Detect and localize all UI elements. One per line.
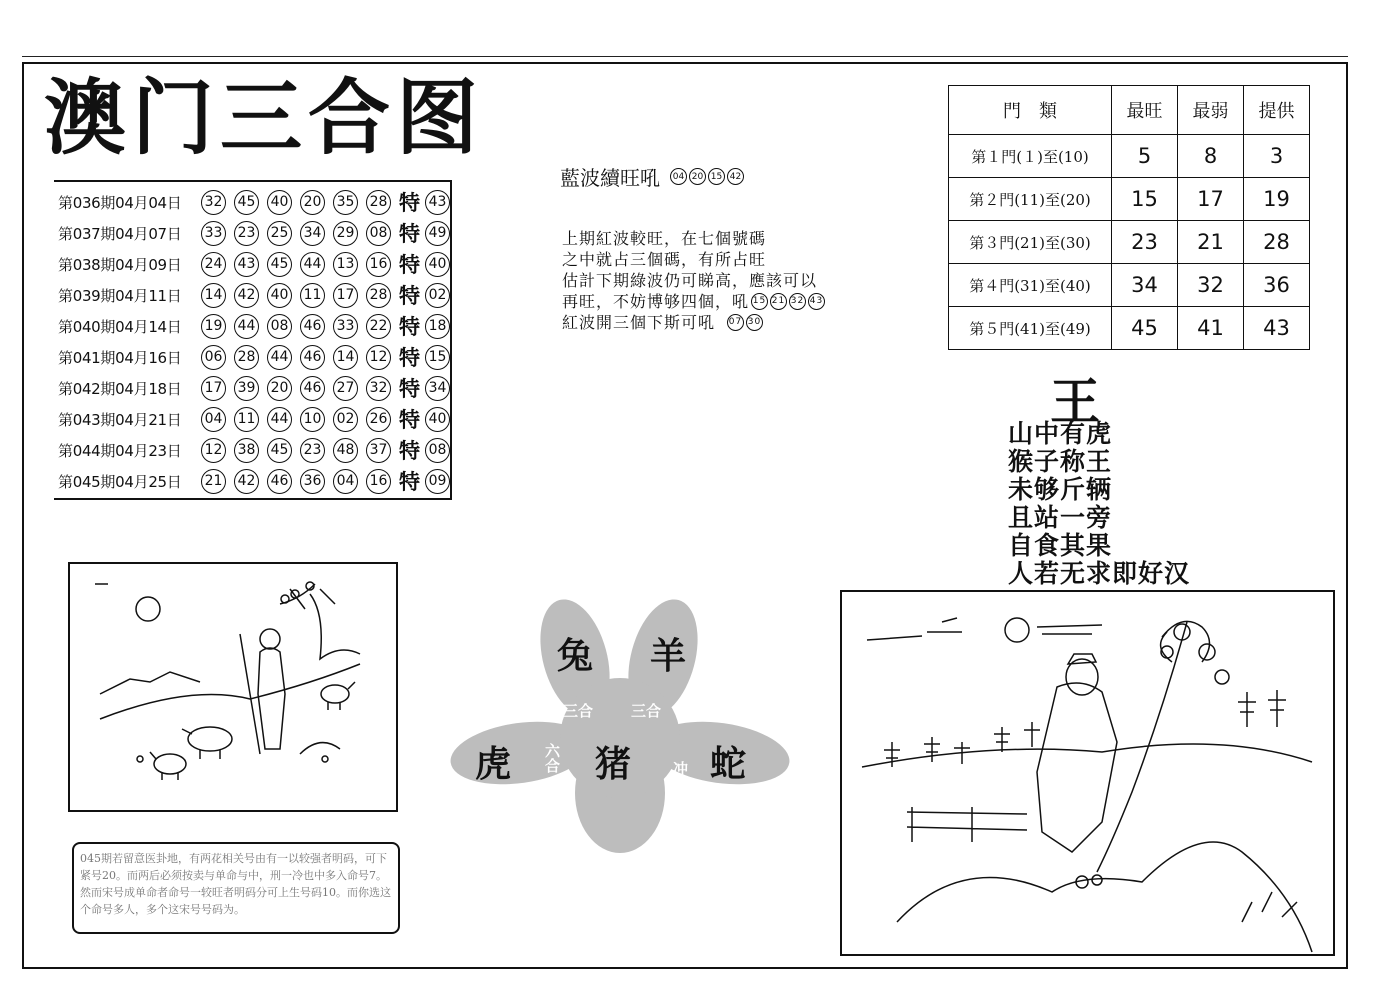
number-ball: 27 [333, 376, 358, 401]
faded-note: 045期若留意医卦地，有两花相关号由有一以较强者明码，可下紧号20。而两后必须按卖与单命与中，刑一冷也中多入命号7。然而宋号成单命者命号一较旺者明码分可上生号码10。而你选这个命号多人，多个这宋号号码为。 [72, 842, 400, 934]
commentary [562, 228, 825, 333]
draw-row [58, 374, 450, 402]
special-number-ball: 40 [425, 252, 450, 277]
draw-row [58, 219, 450, 247]
number-ball: 08 [267, 314, 292, 339]
poem-title: 王 [1050, 372, 1100, 431]
special-mark: 特 [399, 315, 420, 339]
number-ball: 42 [234, 469, 259, 494]
range-hot: 34 [1112, 264, 1178, 307]
special-mark: 特 [399, 284, 420, 308]
number-ball: 20 [300, 190, 325, 215]
number-ball: 30 [746, 314, 763, 331]
zodiac-goat: 羊 [650, 635, 687, 677]
shepherd-illustration [68, 562, 398, 812]
number-ball: 48 [333, 438, 358, 463]
number-ball: 17 [333, 283, 358, 308]
special-number-ball: 02 [425, 283, 450, 308]
range-row [949, 307, 1310, 350]
label-sanhe-left: 三合 [563, 702, 594, 720]
number-ball: 08 [366, 221, 391, 246]
number-ball: 15 [751, 293, 768, 310]
header-offer: 提供 [1244, 86, 1310, 135]
number-ball: 04 [201, 407, 226, 432]
commentary-line [562, 312, 825, 333]
number-ball: 42 [727, 168, 744, 185]
poem-line: 自食其果 [1008, 531, 1113, 560]
range-table [948, 85, 1310, 350]
special-mark: 特 [399, 346, 420, 370]
number-ball: 23 [300, 438, 325, 463]
number-ball: 33 [201, 221, 226, 246]
number-ball: 45 [234, 190, 259, 215]
number-ball: 44 [234, 314, 259, 339]
scholar-illustration [840, 590, 1335, 956]
special-number-ball: 08 [425, 438, 450, 463]
draw-history-panel [54, 180, 452, 500]
number-ball: 23 [234, 221, 259, 246]
draw-label: 第044期04月23日 [58, 441, 182, 460]
range-category: 第３門(21)至(30) [949, 221, 1112, 264]
number-ball: 44 [267, 345, 292, 370]
commentary-line [562, 228, 825, 249]
special-number-ball: 15 [425, 345, 450, 370]
commentary-text: 上期紅波較旺，在七個號碼 [562, 229, 767, 248]
number-ball: 38 [234, 438, 259, 463]
number-ball: 11 [234, 407, 259, 432]
poem-line: 猴子称王 [1008, 447, 1113, 476]
commentary-text: 估計下期綠波仍可睇高，應該可以 [562, 271, 818, 290]
poem-line: 未够斤辆 [1008, 475, 1113, 504]
range-hot: 23 [1112, 221, 1178, 264]
number-ball: 24 [201, 252, 226, 277]
draw-label: 第039期04月11日 [58, 286, 182, 305]
number-ball: 39 [234, 376, 259, 401]
poem [1008, 420, 1190, 588]
number-ball: 37 [366, 438, 391, 463]
range-row [949, 178, 1310, 221]
range-category: 第４門(31)至(40) [949, 264, 1112, 307]
zodiac-rabbit: 兔 [557, 635, 594, 677]
commentary-line [562, 249, 825, 270]
number-ball: 25 [267, 221, 292, 246]
range-offer: 43 [1244, 307, 1310, 350]
draw-label: 第038期04月09日 [58, 255, 182, 274]
number-ball: 42 [234, 283, 259, 308]
range-category: 第１門(１)至(10) [949, 135, 1112, 178]
number-ball: 17 [201, 376, 226, 401]
number-ball: 14 [201, 283, 226, 308]
range-row [949, 135, 1310, 178]
number-ball: 20 [267, 376, 292, 401]
range-weak: 32 [1178, 264, 1244, 307]
number-ball: 15 [708, 168, 725, 185]
commentary-text: 紅波開三個下斯可吼 [562, 313, 716, 332]
number-ball: 29 [333, 221, 358, 246]
number-ball: 44 [267, 407, 292, 432]
number-ball: 04 [333, 469, 358, 494]
number-ball: 36 [300, 469, 325, 494]
number-ball: 21 [770, 293, 787, 310]
zodiac-flower [445, 598, 795, 856]
number-ball: 28 [366, 283, 391, 308]
range-offer: 19 [1244, 178, 1310, 221]
number-ball: 14 [333, 345, 358, 370]
range-hot: 5 [1112, 135, 1178, 178]
number-ball: 40 [267, 190, 292, 215]
draw-row [58, 312, 450, 340]
range-table-header [949, 86, 1310, 135]
number-ball: 13 [333, 252, 358, 277]
number-ball: 46 [267, 469, 292, 494]
special-mark: 特 [399, 408, 420, 432]
number-ball: 32 [366, 376, 391, 401]
commentary-text: 之中就占三個碼，有所占旺 [562, 250, 767, 269]
label-sanhe-right: 三合 [631, 702, 662, 720]
hot-wave-heading [560, 162, 744, 191]
number-ball: 34 [300, 221, 325, 246]
draw-row [58, 250, 450, 278]
number-ball: 06 [201, 345, 226, 370]
number-ball: 16 [366, 252, 391, 277]
number-ball: 28 [234, 345, 259, 370]
draw-row [58, 281, 450, 309]
number-ball: 35 [333, 190, 358, 215]
range-hot: 45 [1112, 307, 1178, 350]
range-offer: 3 [1244, 135, 1310, 178]
draw-label: 第041期04月16日 [58, 348, 182, 367]
number-ball: 26 [366, 407, 391, 432]
draw-row [58, 343, 450, 371]
poem-line: 且站一旁 [1008, 503, 1113, 532]
range-row [949, 221, 1310, 264]
draw-label: 第040期04月14日 [58, 317, 182, 336]
number-ball: 21 [201, 469, 226, 494]
draw-label: 第042期04月18日 [58, 379, 182, 398]
number-ball: 33 [333, 314, 358, 339]
commentary-line [562, 291, 825, 312]
poem-line: 人若无求即好汉 [1008, 559, 1191, 588]
range-weak: 8 [1178, 135, 1244, 178]
draw-label: 第036期04月04日 [58, 193, 182, 212]
label-chong: 冲 [673, 760, 689, 778]
poem-line: 山中有虎 [1008, 419, 1113, 448]
special-number-ball: 18 [425, 314, 450, 339]
number-ball: 46 [300, 376, 325, 401]
number-ball: 07 [727, 314, 744, 331]
number-ball: 12 [366, 345, 391, 370]
range-category: 第５門(41)至(49) [949, 307, 1112, 350]
range-weak: 17 [1178, 178, 1244, 221]
zodiac-tiger: 虎 [475, 743, 512, 785]
special-mark: 特 [399, 253, 420, 277]
zodiac-snake: 蛇 [710, 743, 747, 785]
header-weak: 最弱 [1178, 86, 1244, 135]
special-number-ball: 49 [425, 221, 450, 246]
hot-wave-text: 藍波續旺吼 [560, 166, 660, 190]
header-category: 門 類 [949, 86, 1112, 135]
special-number-ball: 34 [425, 376, 450, 401]
draw-row [58, 405, 450, 433]
number-ball: 43 [808, 293, 825, 310]
number-ball: 45 [267, 438, 292, 463]
range-weak: 21 [1178, 221, 1244, 264]
number-ball: 12 [201, 438, 226, 463]
special-number-ball: 09 [425, 469, 450, 494]
range-hot: 15 [1112, 178, 1178, 221]
zodiac-pig: 猪 [595, 743, 632, 785]
range-category: 第２門(11)至(20) [949, 178, 1112, 221]
range-offer: 36 [1244, 264, 1310, 307]
number-ball: 20 [689, 168, 706, 185]
number-ball: 32 [201, 190, 226, 215]
range-row [949, 264, 1310, 307]
number-ball: 46 [300, 345, 325, 370]
number-ball: 32 [789, 293, 806, 310]
special-number-ball: 40 [425, 407, 450, 432]
number-ball: 11 [300, 283, 325, 308]
number-ball: 28 [366, 190, 391, 215]
number-ball: 10 [300, 407, 325, 432]
number-ball: 22 [366, 314, 391, 339]
commentary-text: 再旺，不妨博够四個，吼 [562, 292, 750, 311]
number-ball: 43 [234, 252, 259, 277]
draw-row [58, 467, 450, 495]
number-ball: 45 [267, 252, 292, 277]
draw-label: 第043期04月21日 [58, 410, 182, 429]
range-weak: 41 [1178, 307, 1244, 350]
top-rule [22, 56, 1348, 57]
number-ball: 02 [333, 407, 358, 432]
number-ball: 46 [300, 314, 325, 339]
special-mark: 特 [399, 222, 420, 246]
number-ball: 04 [670, 168, 687, 185]
number-ball: 44 [300, 252, 325, 277]
commentary-line [562, 270, 825, 291]
draw-row [58, 188, 450, 216]
draw-row [58, 436, 450, 464]
number-ball: 16 [366, 469, 391, 494]
special-mark: 特 [399, 439, 420, 463]
special-mark: 特 [399, 191, 420, 215]
range-offer: 28 [1244, 221, 1310, 264]
special-mark: 特 [399, 470, 420, 494]
draw-label: 第037期04月07日 [58, 224, 182, 243]
header-hot: 最旺 [1112, 86, 1178, 135]
draw-label: 第045期04月25日 [58, 472, 182, 491]
label-liuhe: 六合 [545, 742, 561, 775]
number-ball: 40 [267, 283, 292, 308]
page-title: 澳门三合图 [44, 71, 485, 166]
special-number-ball: 43 [425, 190, 450, 215]
number-ball: 19 [201, 314, 226, 339]
special-mark: 特 [399, 377, 420, 401]
